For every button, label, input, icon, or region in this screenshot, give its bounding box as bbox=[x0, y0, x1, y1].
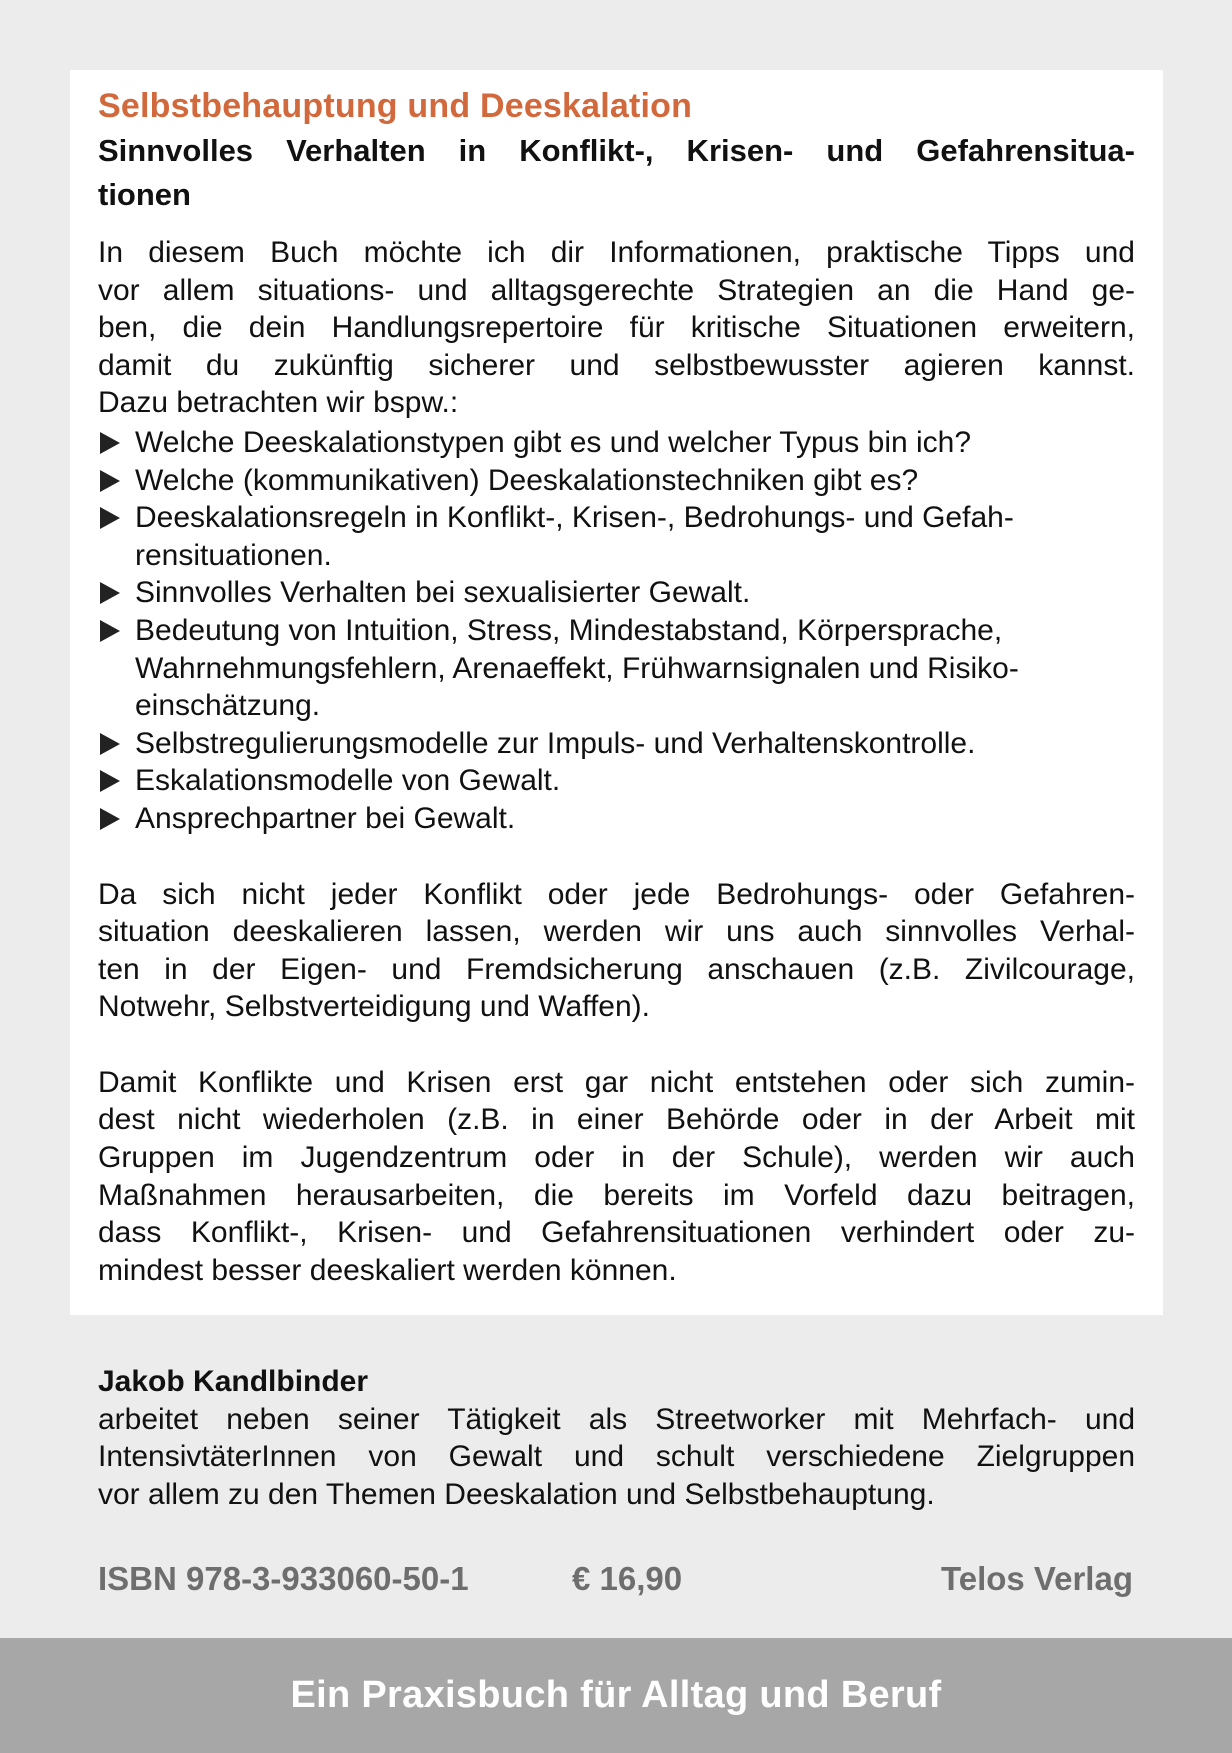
text-line: IntensivtäterInnen von Gewalt und schult verschiedene Zielgruppen bbox=[98, 1440, 1135, 1474]
list-item-text: Wahrnehmungsfehlern, Arenaeffekt, Frühwarnsignalen und Risiko- bbox=[135, 651, 1019, 685]
book-title: Selbstbehauptung und Deeskalation bbox=[98, 87, 693, 125]
author-bio bbox=[98, 1363, 1135, 1513]
triangle-bullet-icon bbox=[100, 770, 120, 792]
text-line: dest nicht wiederholen (z.B. in einer Behörde oder in der Arbeit mit bbox=[98, 1103, 1135, 1137]
list-item bbox=[98, 612, 1135, 725]
list-item bbox=[98, 725, 1135, 763]
list-item bbox=[98, 762, 1135, 800]
triangle-bullet-icon bbox=[100, 620, 120, 642]
list-item bbox=[98, 462, 1135, 500]
text-line: arbeitet neben seiner Tätigkeit als Streetworker mit Mehrfach- und bbox=[98, 1402, 1135, 1436]
list-item-text: einschätzung. bbox=[135, 689, 321, 723]
text-line: mindest besser deeskaliert werden können. bbox=[98, 1253, 677, 1287]
triangle-bullet-icon bbox=[100, 470, 120, 492]
list-item-text: Eskalationsmodelle von Gewalt. bbox=[135, 764, 561, 798]
eigen-fremdsicherung-paragraph bbox=[98, 876, 1135, 1026]
text-line: In diesem Buch möchte ich dir Informationen, praktische Tipps und bbox=[98, 236, 1135, 269]
list-item-text: Ansprechpartner bei Gewalt. bbox=[135, 801, 516, 835]
footer-band bbox=[0, 1638, 1232, 1753]
topic-list bbox=[98, 424, 1135, 838]
text-line: vor allem zu den Themen Deeskalation und Selbstbehauptung. bbox=[98, 1477, 935, 1511]
text-line: Da sich nicht jeder Konflikt oder jede Bedrohungs- oder Gefahren- bbox=[98, 877, 1135, 911]
subtitle-line: tionen bbox=[98, 177, 191, 212]
text-line: Notwehr, Selbstverteidigung und Waffen). bbox=[98, 990, 650, 1024]
text-line: ten in der Eigen- und Fremdsicherung anschauen (z.B. Zivilcourage, bbox=[98, 952, 1135, 986]
text-line: Damit Konflikte und Krisen erst gar nicht entstehen oder sich zumin- bbox=[98, 1065, 1135, 1099]
spacer bbox=[98, 1026, 1135, 1064]
text-line: Dazu betrachten wir bspw.: bbox=[98, 386, 459, 420]
text-line: vor allem situations- und alltagsgerechte Strategien an die Hand ge- bbox=[98, 273, 1135, 307]
text-line: damit du zukünftig sicherer und selbstbewusster agieren kannst. bbox=[98, 348, 1135, 382]
text-line: situation deeskalieren lassen, werden wir uns auch sinnvolles Verhal- bbox=[98, 915, 1135, 949]
text-line: Maßnahmen herausarbeiten, die bereits im Vorfeld dazu beitragen, bbox=[98, 1178, 1135, 1212]
list-item-text: Welche Deeskalationstypen gibt es und welcher Typus bin ich? bbox=[135, 425, 972, 459]
triangle-bullet-icon bbox=[100, 808, 120, 830]
triangle-bullet-icon bbox=[100, 432, 120, 454]
prevention-paragraph bbox=[98, 1064, 1135, 1290]
triangle-bullet-icon bbox=[100, 582, 120, 604]
blurb-panel bbox=[70, 70, 1163, 1315]
list-item-text: Deeskalationsregeln in Konflikt-, Krisen-, Bedrohungs- und Gefah- bbox=[135, 501, 1014, 535]
list-item bbox=[98, 499, 1135, 574]
text-line: Gruppen im Jugendzentrum oder in der Schule), werden wir auch bbox=[98, 1141, 1135, 1175]
price: € 16,90 bbox=[572, 1560, 683, 1597]
list-item-text: Bedeutung von Intuition, Stress, Mindestabstand, Körpersprache, bbox=[135, 613, 1003, 647]
list-item-text: rensituationen. bbox=[135, 538, 332, 572]
list-item bbox=[98, 800, 1135, 838]
list-item-text: Sinnvolles Verhalten bei sexualisierter Gewalt. bbox=[135, 576, 751, 610]
tagline: Ein Praxisbuch für Alltag und Beruf bbox=[290, 1674, 942, 1716]
list-item-text: Welche (kommunikativen) Deeskalationstechniken gibt es? bbox=[135, 463, 919, 497]
publication-info bbox=[98, 1560, 1133, 1602]
text-line: dass Konflikt-, Krisen- und Gefahrensituationen verhindert oder zu- bbox=[98, 1216, 1135, 1250]
list-item bbox=[98, 574, 1135, 612]
isbn: ISBN 978-3-933060-50-1 bbox=[98, 1560, 469, 1597]
spacer bbox=[98, 838, 1135, 876]
triangle-bullet-icon bbox=[100, 733, 120, 755]
text-line: ben, die dein Handlungsrepertoire für kritische Situationen erweitern, bbox=[98, 311, 1135, 345]
author-name: Jakob Kandlbinder bbox=[98, 1365, 369, 1398]
list-item bbox=[98, 424, 1135, 462]
list-item-text: Selbstregulierungsmodelle zur Impuls- und Verhaltenskontrolle. bbox=[135, 726, 976, 760]
triangle-bullet-icon bbox=[100, 507, 120, 529]
publisher: Telos Verlag bbox=[941, 1560, 1133, 1597]
book-subtitle bbox=[98, 129, 1135, 217]
subtitle-line: Sinnvolles Verhalten in Konflikt-, Krisen- und Gefahrensitua- bbox=[98, 133, 1135, 168]
intro-paragraph bbox=[98, 234, 1135, 422]
